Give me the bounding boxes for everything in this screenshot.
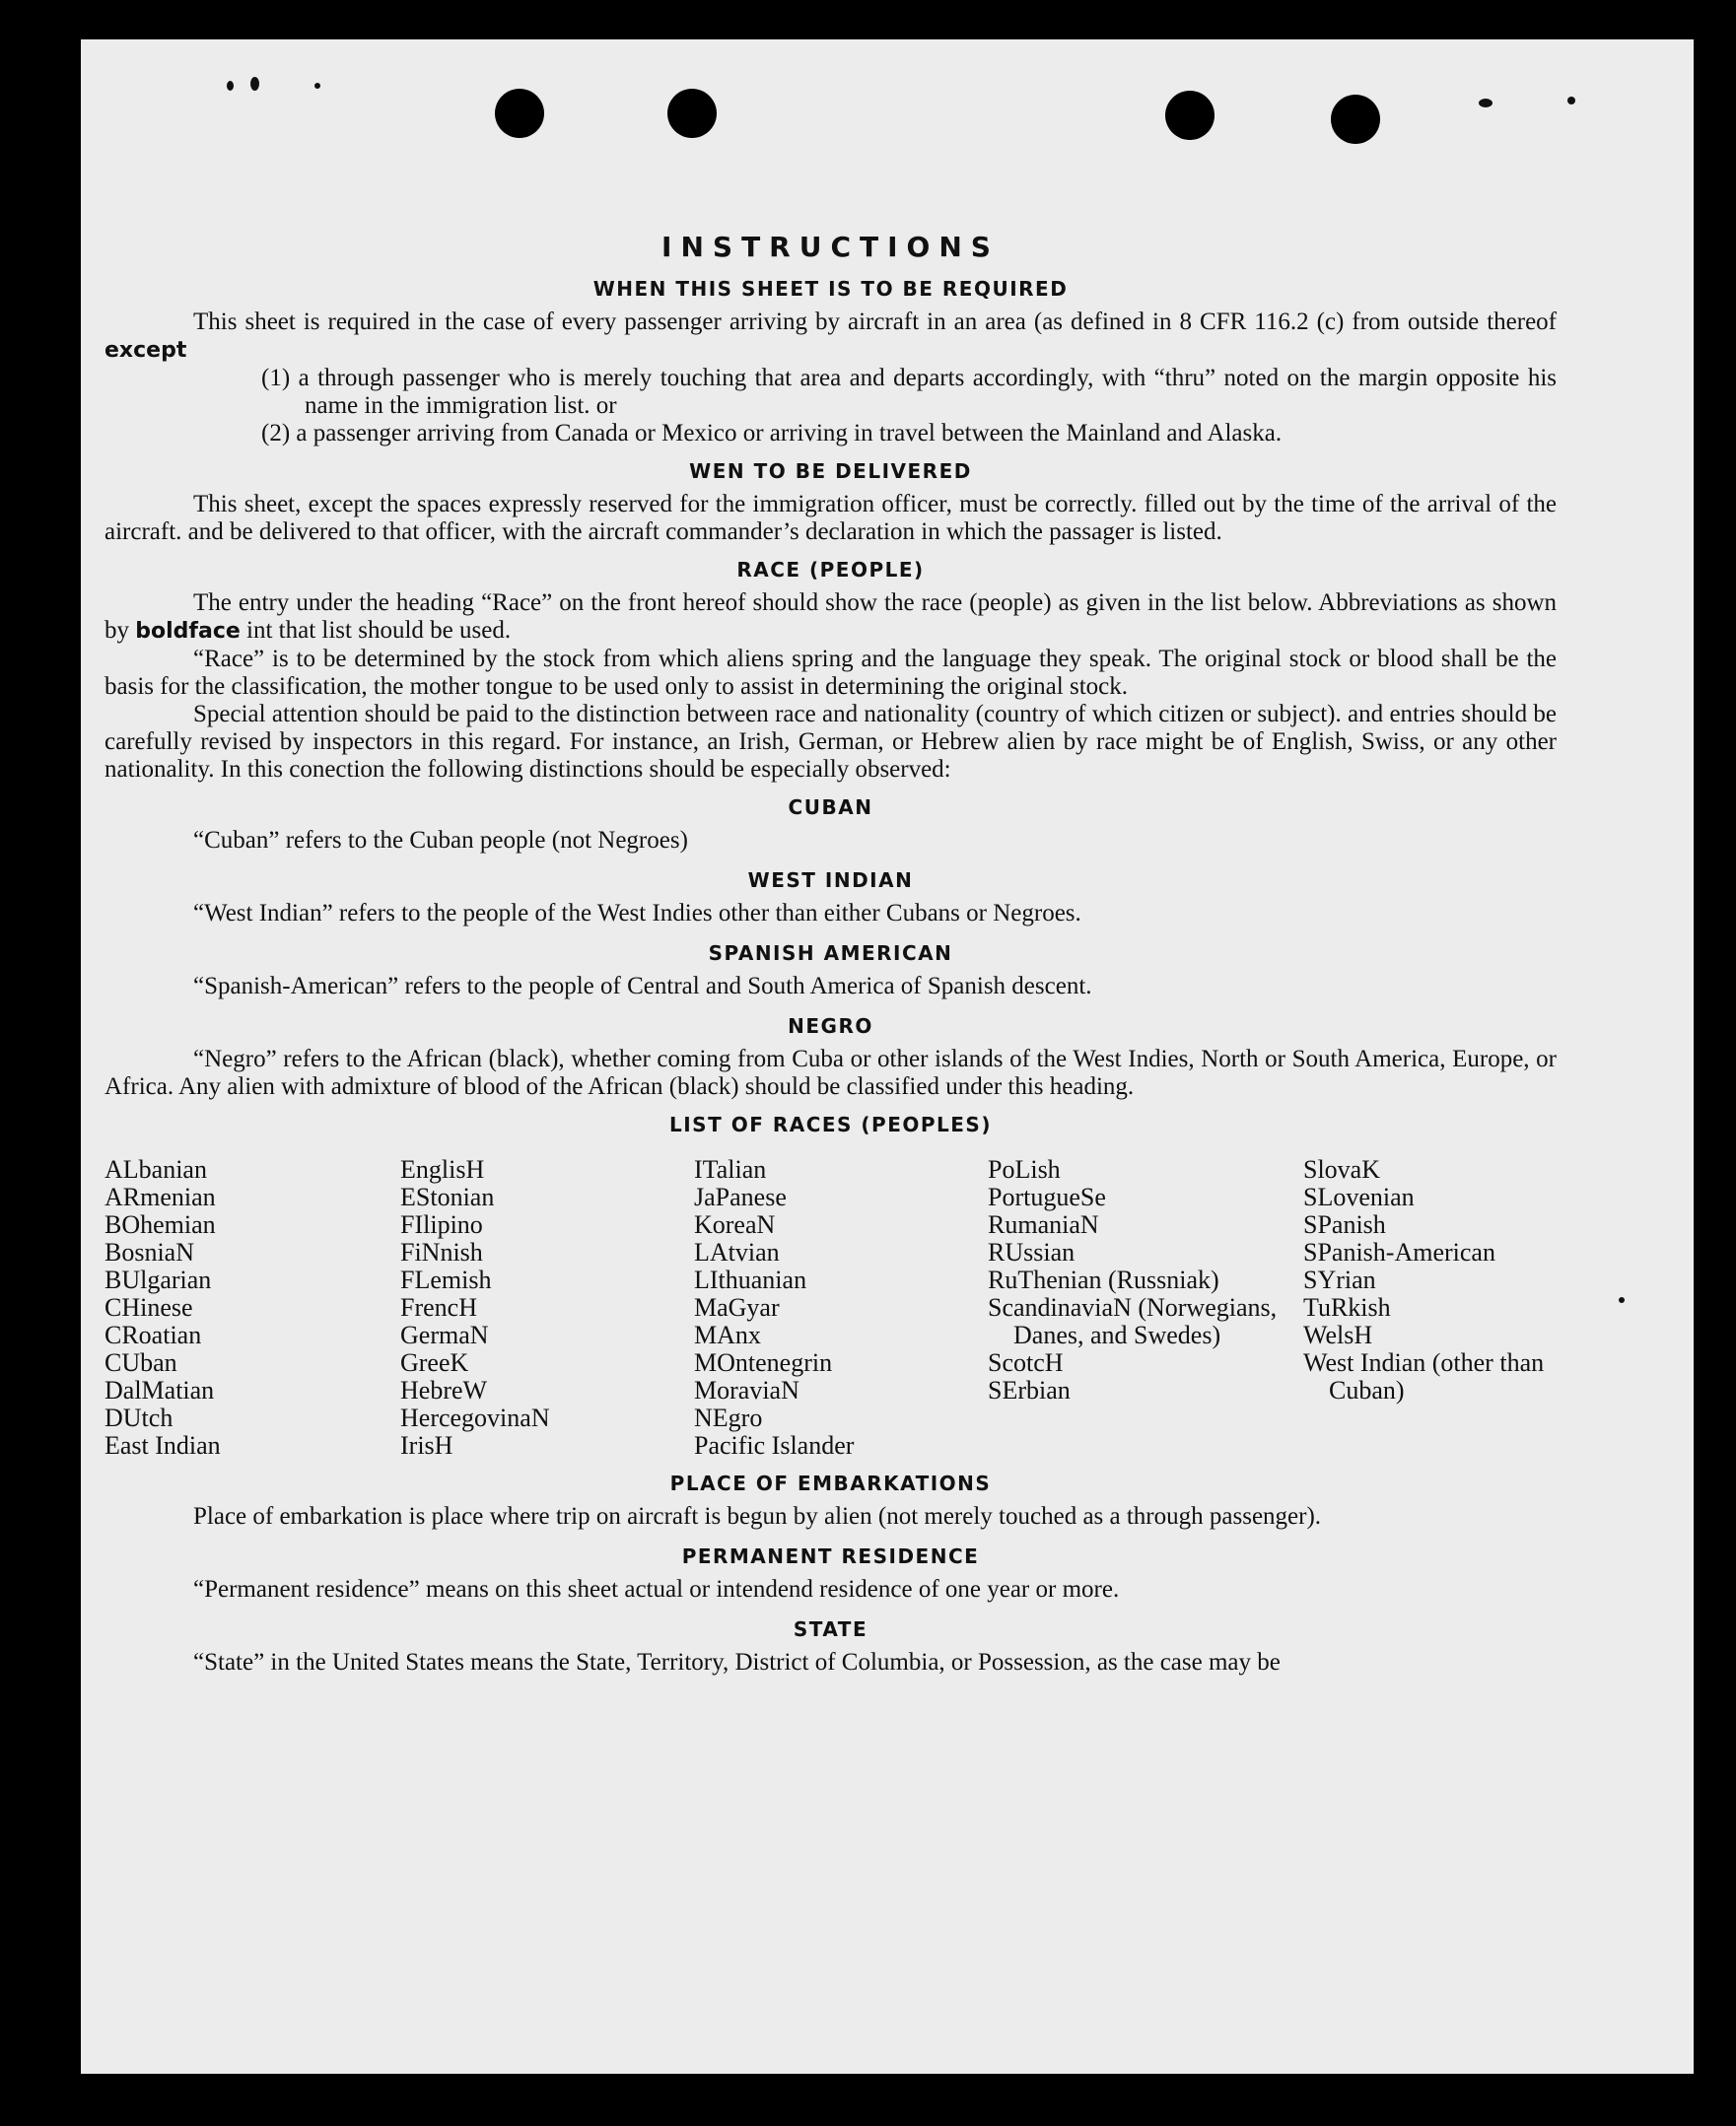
boldface-word: boldface — [135, 619, 241, 644]
page-title: INSTRUCTIONS — [661, 231, 1000, 263]
heading-negro: NEGRO — [788, 1014, 873, 1038]
paragraph-race-2: “Race” is to be determined by the stock from which aliens spring and the language they speak. The original stock or blood shall be the basis for the classification, the mother tongue to be used only to assist in determining the original stock. — [104, 646, 1557, 700]
paragraph-state: “State” in the United States means the State, Territory, District of Columbia, or Possession, as the case may be — [193, 1649, 1281, 1676]
paragraph-west-indian: “West Indian” refers to the people of the West Indies other than either Cubans or Negroes. — [193, 900, 1081, 926]
paragraph-permanent-residence: “Permanent residence” means on this sheet actual or intendend residence of one year or more. — [193, 1576, 1120, 1603]
race-entry: LIthuanian — [694, 1266, 807, 1294]
race-entry: ScotcH — [988, 1348, 1064, 1377]
race-entry: WelsH — [1303, 1321, 1373, 1349]
speck — [227, 81, 234, 91]
heading-required: WHEN THIS SHEET IS TO BE REQUIRED — [592, 277, 1069, 301]
race-entry: CRoatian — [104, 1321, 202, 1349]
heading-spanish-american: SPANISH AMERICAN — [708, 941, 953, 965]
race-entry: BUlgarian — [104, 1266, 212, 1294]
race-entry: CHinese — [104, 1293, 193, 1322]
list-item: (2) a passenger arriving from Canada or Mexico or arriving in travel between the Mainland and Alaska. — [261, 420, 1283, 446]
speck — [1567, 97, 1575, 104]
race-entry: MoraviaN — [694, 1376, 799, 1405]
list-item: (1) a through passenger who is merely touching that area and departs accordingly, with “thru” noted on the margin opposite his name in the immigration list. or — [261, 365, 1558, 419]
punch-hole-3 — [1165, 91, 1215, 140]
speck — [250, 77, 259, 91]
race-entry: EStonian — [400, 1183, 495, 1211]
heading-west-indian: WEST INDIAN — [747, 868, 914, 892]
heading-state: STATE — [793, 1617, 868, 1641]
punch-hole-2 — [667, 89, 717, 138]
race-entry: HercegovinaN — [400, 1404, 550, 1432]
race-entry: CUban — [104, 1348, 177, 1377]
paragraph-embarkation: Place of embarkation is place where trip on aircraft is begun by alien (not merely touched as a through passenger). — [193, 1503, 1322, 1530]
race-entry: RUssian — [988, 1238, 1076, 1267]
race-entry: GreeK — [400, 1348, 469, 1377]
race-entry: LAtvian — [694, 1238, 780, 1267]
except-word: except — [104, 338, 187, 363]
paragraph-race-3: Special attention should be paid to the distinction between race and nationality (country of which citizen or subject). and entries should be carefully revised by inspectors in this regard. For instance, an Irish, German, or Hebrew alien by race might be of English, Swiss, or any other nationality. In this conection the following distinctions should be especially observed: — [104, 701, 1557, 783]
races-column-3 — [694, 1156, 988, 1460]
race-entry: GermaN — [400, 1321, 489, 1349]
speck — [1479, 99, 1493, 107]
race-entry: ScandinaviaN (Norwegians, Danes, and Swedes) — [988, 1293, 1278, 1349]
race-entry: BOhemian — [104, 1210, 216, 1239]
race-entry: DalMatian — [104, 1376, 215, 1405]
paragraph-race-1: The entry under the heading “Race” on the front hereof should show the race (people) as given in the list below. Abbreviations as shown by boldface int that list should be used. — [104, 589, 1557, 644]
document-page — [81, 39, 1694, 2074]
heading-race: RACE (PEOPLE) — [736, 558, 925, 582]
race-entry: Pacific Islander — [694, 1431, 855, 1460]
paragraph-required-intro: This sheet is required in the case of every passenger arriving by aircraft in an area (as defined in 8 CFR 116.2 (c) from outside thereof except — [104, 309, 1557, 363]
race-entry: FIlipino — [400, 1210, 483, 1239]
race-entry: FiNnish — [400, 1238, 483, 1267]
race-entry: SPanish — [1303, 1210, 1386, 1239]
race-entry: West Indian (other than Cuban) — [1303, 1348, 1545, 1405]
race-entry: NEgro — [694, 1404, 763, 1432]
race-entry: DUtch — [104, 1404, 174, 1432]
race-entry: MAnx — [694, 1321, 761, 1349]
races-list — [104, 1156, 1557, 1460]
race-entry: SlovaK — [1303, 1155, 1380, 1184]
punch-hole-4 — [1331, 95, 1380, 144]
race-entry: ARmenian — [104, 1183, 216, 1211]
race-entry: TuRkish — [1303, 1293, 1391, 1322]
paragraph-cuban: “Cuban” refers to the Cuban people (not Negroes) — [193, 827, 688, 854]
race-entry: PortugueSe — [988, 1183, 1106, 1211]
race-entry: ALbanian — [104, 1155, 207, 1184]
paragraph-spanish-american: “Spanish-American” refers to the people of Central and South America of Spanish descent. — [193, 973, 1092, 999]
punch-hole-1 — [495, 89, 544, 138]
race-entry: SPanish-American — [1303, 1238, 1495, 1267]
race-entry: PoLish — [988, 1155, 1061, 1184]
race-entry: ITalian — [694, 1155, 767, 1184]
race-entry: HebreW — [400, 1376, 488, 1405]
heading-cuban: CUBAN — [788, 795, 873, 819]
race-entry: SYrian — [1303, 1266, 1376, 1294]
heading-list-of-races: LIST OF RACES (PEOPLES) — [669, 1113, 992, 1136]
race-entry: IrisH — [400, 1431, 453, 1460]
races-column-2 — [400, 1156, 694, 1460]
race-entry: EnglisH — [400, 1155, 485, 1184]
heading-permanent-residence: PERMANENT RESIDENCE — [681, 1544, 980, 1568]
race-entry: East Indian — [104, 1431, 221, 1460]
heading-delivered: WEN TO BE DELIVERED — [689, 459, 972, 483]
paragraph-delivered: This sheet, except the spaces expressly reserved for the immigration officer, must be correctly. filled out by the time of the arrival of the aircraft. and be delivered to that officer, with the aircraft commander’s declaration in which the passager is listed. — [104, 491, 1557, 545]
race-entry: SLovenian — [1303, 1183, 1415, 1211]
heading-embarkation: PLACE OF EMBARKATIONS — [669, 1472, 992, 1495]
races-column-1 — [104, 1156, 400, 1460]
speck — [314, 83, 320, 89]
speck — [1619, 1297, 1625, 1303]
race-entry: RumaniaN — [988, 1210, 1099, 1239]
race-entry: BosniaN — [104, 1238, 194, 1267]
race-entry: JaPanese — [694, 1183, 787, 1211]
document-content — [104, 187, 1557, 1677]
race-entry: MOntenegrin — [694, 1348, 833, 1377]
paragraph-negro: “Negro” refers to the African (black), whether coming from Cuba or other islands of the West Indies, North or South America, Europe, or Africa. Any alien with admixture of blood of the African (black) should be classified under this heading. — [104, 1046, 1557, 1100]
race-entry: SErbian — [988, 1376, 1071, 1405]
race-entry: KoreaN — [694, 1210, 776, 1239]
race-entry: FLemish — [400, 1266, 492, 1294]
race-entry: RuThenian (Russniak) — [988, 1266, 1219, 1294]
races-column-4 — [988, 1156, 1303, 1460]
race-entry: FrencH — [400, 1293, 477, 1322]
races-column-5 — [1303, 1156, 1557, 1460]
race-entry: MaGyar — [694, 1293, 780, 1322]
